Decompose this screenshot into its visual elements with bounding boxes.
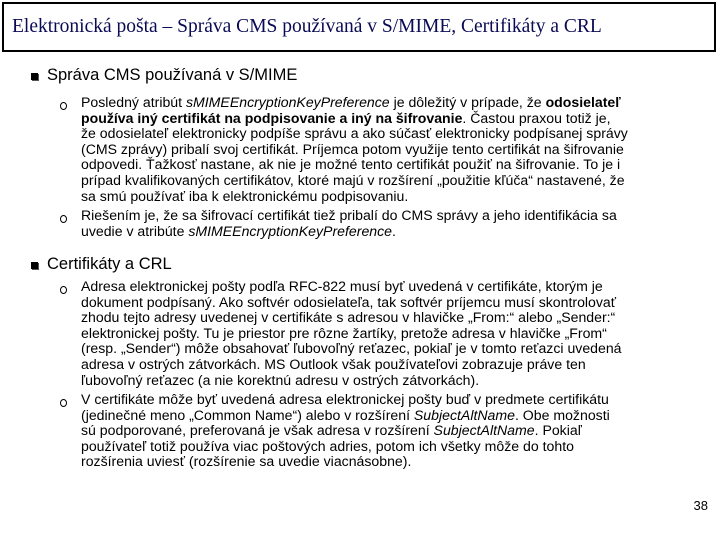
text-line xyxy=(81,173,711,189)
paragraph xyxy=(81,208,711,239)
paragraph xyxy=(81,95,711,204)
text-run: Riešením je, že sa šifrovací certifikát tiež pribalí do CMS správy a jeho identifikácia sa xyxy=(81,207,617,223)
text-run: (CMS zprávy) pribalí svoj certifikát. Príjemca potom využije tento certifikát na šifrovanie xyxy=(81,140,624,157)
text-line xyxy=(81,373,711,389)
text-run: zhodu tejto adresy uvedenej v certifikáte s adresou v hlavičke „From:“ alebo „Sender:“ xyxy=(81,309,616,326)
text-run: sMIMEEncryptionKeyPreference xyxy=(185,94,390,110)
text-run: sMIMEEncryptionKeyPreference xyxy=(188,222,393,239)
section-heading-row xyxy=(0,66,720,90)
text-run: používateľ totiž používa viac poštových adries, potom ich všetky môže do tohto xyxy=(81,437,574,454)
text-line xyxy=(81,341,711,357)
circle-bullet-icon xyxy=(60,102,67,110)
slide-title: Elektronická pošta – Správa CMS používaná v S/MIME, Certifikáty a CRL xyxy=(12,16,602,37)
text-line xyxy=(81,454,711,470)
text-run: odpovedi. Ťažkosť nastane, ak nie je možné tento certifikát použiť na šifrovanie. To je i xyxy=(81,156,621,173)
text-line xyxy=(81,189,711,205)
text-run: Posledný atribút xyxy=(81,94,186,110)
text-run: prípad kvalifikovaných certifikátov, ktoré majú v rozšírení „použitie kľúča“ nastavené, že xyxy=(81,171,625,188)
text-run: . Pokiaľ xyxy=(534,422,582,439)
paragraph xyxy=(81,279,711,388)
text-run: odosielateľ xyxy=(545,94,621,110)
text-line xyxy=(81,126,711,142)
text-line xyxy=(81,439,711,455)
circle-bullet-icon xyxy=(60,399,67,407)
text-line xyxy=(81,295,711,311)
text-line xyxy=(81,310,711,326)
text-run: elektronickej pošty. Tu je priestor pre rôzne žartíky, pretože adresa v hlavičke „From“ xyxy=(81,324,607,341)
text-line xyxy=(81,224,711,240)
slide-title-box xyxy=(2,2,716,52)
text-run: (resp. „Sender“) môže obsahovať ľubovoľný reťazec, pokiaľ je v tomto reťazci uvedená xyxy=(81,340,622,357)
text-run: . xyxy=(392,222,396,239)
text-run: sú podporované, preferovaná je však adresa v rozšírení xyxy=(81,422,434,439)
square-bullet-icon xyxy=(31,73,38,80)
text-line xyxy=(81,111,711,127)
text-run: V certifikáte môže byť uvedená adresa elektronickej pošty buď v predmete certifikátu xyxy=(81,391,609,407)
text-run: dokument podpísaný. Ako softvér odosielateľa, tak softvér príjemcu musí skontrolovať xyxy=(81,293,617,310)
text-line xyxy=(81,279,711,295)
text-line xyxy=(81,95,711,111)
text-run: . Častou praxou totiž je, xyxy=(462,109,611,126)
text-run: že odosielateľ elektronicky podpíše správu a ako súčasť elektronicky podpísanej správy xyxy=(81,125,628,142)
text-line xyxy=(81,423,711,439)
text-run: SubjectAltName xyxy=(413,406,515,423)
text-run: Adresa elektronickej pošty podľa RFC-822 musí byť uvedená v certifikáte, ktorým je xyxy=(81,278,603,294)
text-line xyxy=(81,208,711,224)
page-number: 38 xyxy=(693,498,708,513)
text-run: SubjectAltName xyxy=(433,422,535,439)
text-run: . Obe možnosti xyxy=(514,406,610,423)
text-run: sa smú používať iba k elektronickému podpisovaniu. xyxy=(81,187,409,204)
text-run: ľubovoľný reťazec (a nie korektnú adresu v ostrých zátvorkách). xyxy=(81,371,480,388)
text-line xyxy=(81,357,711,373)
text-run: je dôležitý v prípade, že xyxy=(389,94,546,110)
text-run: (jedinečné meno „Common Name“) alebo v rozšírení xyxy=(81,406,414,423)
text-run: adresa v ostrých zátvorkách. MS Outlook však používateľovi zobrazuje práve ten xyxy=(81,355,586,372)
section-heading: Správa CMS používaná v S/MIME xyxy=(47,66,298,84)
text-run: uvedie v atribúte xyxy=(81,222,189,239)
section-heading: Certifikáty a CRL xyxy=(47,255,172,273)
square-bullet-icon xyxy=(31,262,38,269)
circle-bullet-icon xyxy=(60,215,67,223)
paragraph xyxy=(81,392,711,470)
text-run: rozšírenia uviesť (rozšírenie sa uvedie viacnásobne). xyxy=(81,453,412,470)
text-line xyxy=(81,408,711,424)
text-run: používa iný certifikát na podpisovanie a iný na šifrovanie xyxy=(81,109,463,126)
text-line xyxy=(81,392,711,408)
circle-bullet-icon xyxy=(60,286,67,294)
text-line xyxy=(81,157,711,173)
section-heading-row xyxy=(0,255,720,279)
text-line xyxy=(81,142,711,158)
text-line xyxy=(81,326,711,342)
